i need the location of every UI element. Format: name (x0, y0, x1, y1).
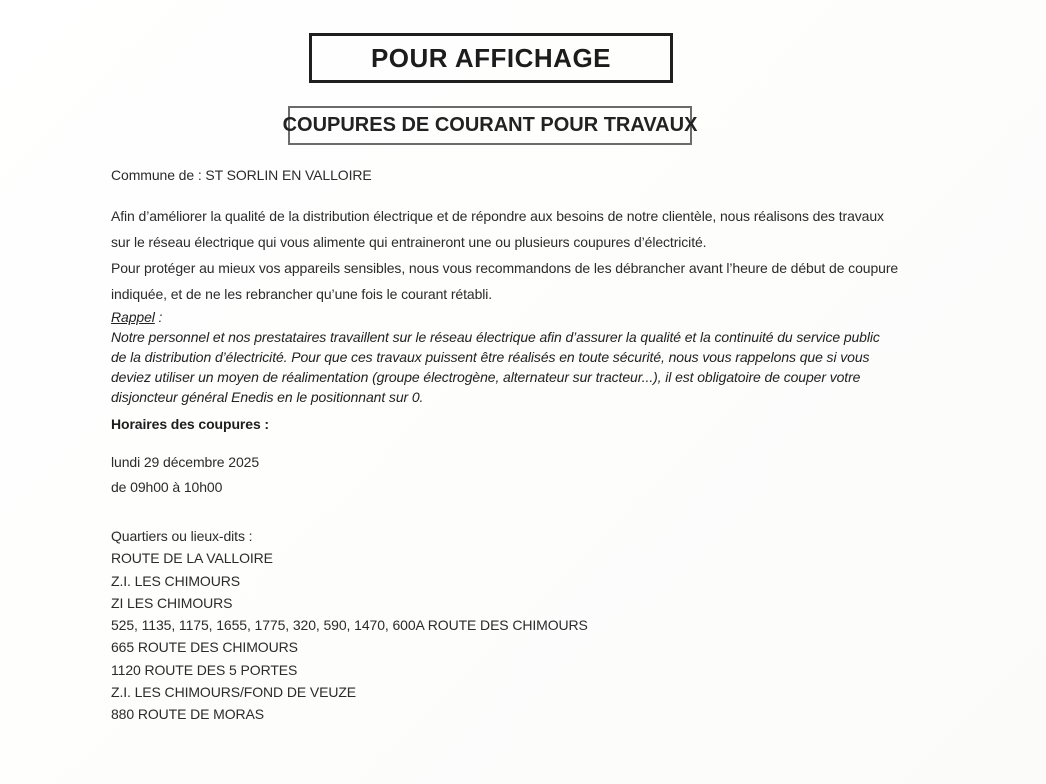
quartier-item: ROUTE DE LA VALLOIRE (111, 550, 273, 567)
subtitle-title: COUPURES DE COURANT POUR TRAVAUX (282, 114, 698, 136)
quartier-item: 1120 ROUTE DES 5 PORTES (111, 661, 298, 678)
paragraph-line: indiquée, et de ne les rebrancher qu’une fois le courant rétabli. (111, 286, 493, 302)
quartier-item: 665 ROUTE DES CHIMOURS (111, 639, 298, 656)
quartier-item: 525, 1135, 1175, 1655, 1775, 320, 590, 1470, 600A ROUTE DES CHIMOURS (111, 617, 588, 634)
quartier-item: Z.I. LES CHIMOURS/FOND DE VEUZE (111, 684, 357, 701)
rappel-body-line: disjoncteur général Enedis en le positionnant sur 0. (111, 389, 424, 405)
banner-title: POUR AFFICHAGE (370, 42, 612, 73)
horaires-heading: Horaires des coupures : (111, 416, 269, 432)
rappel-heading-line (111, 307, 856, 327)
outage-schedule (111, 450, 856, 500)
commune-line: Commune de : ST SORLIN EN VALLOIRE (111, 167, 372, 183)
quartier-item: ZI LES CHIMOURS (111, 594, 233, 611)
banner-box (309, 33, 673, 83)
paragraph-device-advice (111, 255, 899, 307)
rappel-section (111, 307, 880, 407)
quartier-item: 880 ROUTE DE MORAS (111, 706, 265, 723)
outage-time: de 09h00 à 10h00 (111, 479, 223, 495)
quartiers-heading: Quartiers ou lieux-dits : (111, 528, 253, 544)
quartier-item: Z.I. LES CHIMOURS (111, 572, 240, 589)
rappel-heading-colon: : (154, 309, 163, 325)
quartiers-section (111, 525, 856, 726)
paragraph-line: Pour protéger au mieux vos appareils sensibles, nous vous recommandons de les débrancher avant l’heure de début de coupure (111, 260, 899, 276)
notice-body (111, 165, 899, 726)
paragraph-line: sur le réseau électrique qui vous alimente qui entraineront une ou plusieurs coupures d’électricité. (111, 234, 707, 250)
rappel-body-line: de la distribution d’électricité. Pour que ces travaux puissent être réalisés en toute sécurité, nous vous rappelons que si vous (111, 349, 870, 365)
paragraph-works-intro (111, 203, 884, 255)
paragraph-line: Afin d’améliorer la qualité de la distribution électrique et de répondre aux besoins de notre clientèle, nous réalisons des travaux (111, 208, 884, 224)
rappel-body-line: deviez utiliser un moyen de réalimentation (groupe électrogène, alternateur sur tracteur...), il est obligatoire de couper votre (111, 369, 861, 385)
rappel-heading: Rappel (111, 309, 155, 325)
subtitle-box (282, 106, 698, 145)
rappel-body-line: Notre personnel et nos prestataires travaillent sur le réseau électrique afin d’assurer la qualité et la continuité du service public (111, 329, 880, 345)
outage-date: lundi 29 décembre 2025 (111, 454, 260, 470)
